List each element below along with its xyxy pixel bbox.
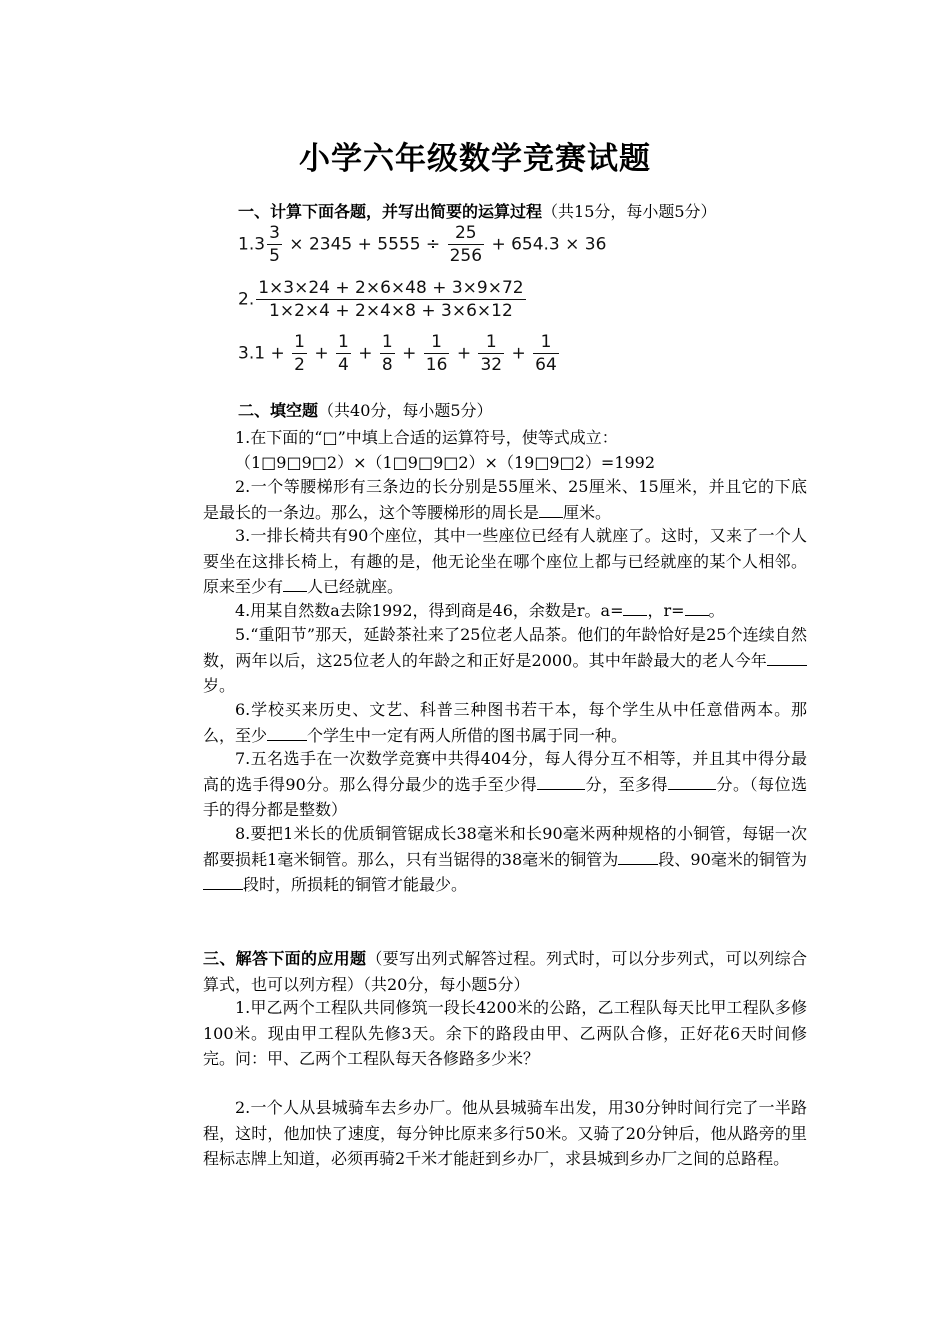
q1-whole: 3	[254, 234, 266, 255]
fraction-denominator: 32	[480, 355, 503, 375]
q1-mixed-fraction	[267, 222, 282, 267]
fill-question-6	[203, 697, 807, 748]
q1-fraction	[448, 222, 484, 267]
fill-question-2	[203, 474, 807, 525]
q1-middle: × 2345 + 5555 ÷	[289, 234, 441, 255]
q3-fraction-2	[336, 331, 351, 376]
plus-sign: +	[511, 343, 526, 364]
q6-text-end: 个学生中一定有两人所借的图书属于同一种。	[307, 725, 628, 745]
answer-blank-38mm[interactable]	[618, 848, 658, 865]
calc-question-2	[238, 277, 528, 322]
fraction-denominator: 5	[269, 246, 280, 266]
section1-title: 一、计算下面各题，并写出简要的运算过程	[238, 202, 543, 221]
word-problem-2	[203, 1095, 807, 1172]
calc-question-1	[238, 222, 606, 267]
q4-text-end: 。	[708, 601, 725, 620]
plus-sign: +	[456, 343, 472, 364]
answer-blank-r[interactable]	[685, 599, 709, 616]
q7-note: （每位选手的得分都是整数）	[203, 774, 807, 819]
word-problem-1	[203, 995, 807, 1072]
section3-heading	[203, 946, 807, 997]
section3-title: 三、解答下面的应用题	[203, 949, 367, 968]
q5-text: 5.“重阳节”那天，延龄茶社来了25位老人品茶。他们的年龄恰好是25个连续自然数，两年以后，这25位老人的年龄之和正好是2000。其中年龄最大的老人今年	[203, 625, 807, 670]
q8-text-end: 段时，所损耗的铜管才能最少。	[243, 875, 468, 894]
answer-blank-max[interactable]	[668, 773, 716, 790]
answer-blank[interactable]	[539, 501, 563, 518]
q4-text-mid: ，r=	[647, 601, 685, 620]
page-title: 小学六年级数学竞赛试题	[299, 141, 651, 177]
fill-question-3	[203, 523, 807, 600]
fraction-denominator: 16	[425, 355, 448, 375]
fraction-numerator: 3	[269, 223, 280, 243]
section2-title: 二、填空题	[238, 401, 319, 420]
section3-note: （要写出列式解答过程。列式时，可以分步列式，可以列综合算式，也可以列方程）（共20分，每小题5分）	[203, 949, 807, 994]
section2-note: （共40分，每小题5分）	[318, 401, 493, 420]
answer-blank[interactable]	[767, 649, 807, 666]
fraction-numerator: 1	[337, 332, 349, 352]
section1-heading	[238, 201, 717, 223]
fraction-numerator: 25	[448, 222, 484, 245]
q4-text: 4.用某自然数a去除1992，得到商是46，余数是r。a=	[235, 601, 624, 620]
q3-text: 3.一排长椅共有90个座位，其中一些座位已经有人就座了。这时，又来了一个人要坐在这排长椅上，有趣的是，他无论坐在哪个座位上都与已经就座的某个人相邻。原来至少有	[203, 526, 807, 596]
plus-sign: +	[358, 343, 373, 364]
q2-text-end: 厘米。	[563, 502, 612, 522]
plus-sign: +	[402, 343, 417, 364]
problem-2-text: 2.一个人从县城骑车去乡办厂。他从县城骑车出发，用30分钟时间行完了一半路程，这时，他加快了速度，每分钟比原来多行50米。又骑了20分钟后，他从路旁的里程标志牌上知道，必须再骑2千米才能赶到乡办厂，求县城到乡办厂之间的总路程。	[203, 1098, 807, 1168]
q7-text-mid: 分，至多得	[585, 774, 669, 794]
q3-fraction-5	[478, 331, 504, 376]
fraction-numerator: 1×3×24 + 2×6×48 + 3×9×72	[258, 278, 524, 298]
fraction-numerator: 1	[381, 332, 393, 352]
answer-blank-90mm[interactable]	[203, 873, 243, 890]
q3-fraction-4	[424, 331, 450, 376]
fraction-denominator: 1×2×4 + 2×4×8 + 3×6×12	[269, 301, 513, 321]
fill-question-4	[203, 598, 807, 624]
answer-blank[interactable]	[283, 575, 307, 592]
q3-prefix: 3.1 +	[238, 343, 285, 364]
fill-question-7	[203, 746, 807, 823]
q2-text: 2.一个等腰梯形有三条边的长分别是55厘米、25厘米、15厘米，并且它的下底是最长的一条边。那么，这个等腰梯形的周长是	[203, 477, 807, 522]
q3-fraction-1	[292, 331, 307, 376]
q5-text-end: 岁。	[203, 676, 236, 695]
fraction-numerator: 1	[424, 331, 450, 354]
q8-text: 8.要把1米长的优质铜管锯成长38毫米和长90毫米两种规格的小铜管，每锯一次都要损耗1毫米铜管。那么，只有当锯得的38毫米的铜管为	[203, 824, 807, 869]
answer-blank-a[interactable]	[623, 599, 647, 616]
q8-text-mid: 段、90毫米的铜管为	[658, 849, 807, 869]
fraction-numerator: 1	[533, 331, 559, 354]
fraction-denominator: 4	[337, 355, 349, 375]
fraction-denominator: 256	[449, 246, 483, 266]
answer-blank[interactable]	[267, 724, 307, 741]
q1-text: 1.在下面的“□”中填上合适的运算符号，使等式成立：	[235, 428, 618, 447]
fill-question-8	[203, 821, 807, 898]
fill-question-5	[203, 622, 807, 699]
fraction-numerator: 1	[294, 332, 305, 352]
q3-fraction-6	[533, 331, 559, 376]
section1-note: （共15分，每小题5分）	[542, 202, 717, 221]
fill-question-1-equation	[203, 450, 807, 476]
fraction-numerator: 1	[478, 331, 504, 354]
q2-fraction	[256, 277, 525, 322]
fill-question-1	[203, 425, 807, 451]
fraction-denominator: 64	[535, 355, 557, 375]
q7-text-end: 分。	[716, 774, 750, 794]
fraction-denominator: 2	[294, 355, 305, 375]
q1-equation: （1□9□9□2）×（1□9□9□2）×（19□9□2）=1992	[235, 453, 656, 472]
q6-text: 6.学校买来历史、文艺、科普三种图书若干本，每个学生从中任意借两本。那么，至少	[203, 700, 807, 745]
q1-prefix: 1.	[238, 234, 255, 255]
section2-heading	[238, 400, 493, 422]
answer-blank-min[interactable]	[537, 773, 585, 790]
calc-question-3	[238, 331, 561, 376]
q3-fraction-3	[380, 331, 395, 376]
q3-text-end: 人已经就座。	[307, 577, 404, 596]
fraction-denominator: 8	[381, 355, 393, 375]
problem-1-text: 1.甲乙两个工程队共同修筑一段长4200米的公路，乙工程队每天比甲工程队多修100米。现由甲工程队先修3天。余下的路段由甲、乙两队合修，正好花6天时间修完。问：甲、乙两个工程队每天各修路多少米？	[203, 998, 807, 1068]
q2-prefix: 2.	[238, 289, 255, 310]
plus-sign: +	[314, 343, 329, 364]
q1-tail: + 654.3 × 36	[491, 234, 607, 255]
q7-text: 7.五名选手在一次数学竞赛中共得404分，每人得分互不相等，并且其中得分最高的选手得90分。那么得分最少的选手至少得	[203, 749, 807, 794]
